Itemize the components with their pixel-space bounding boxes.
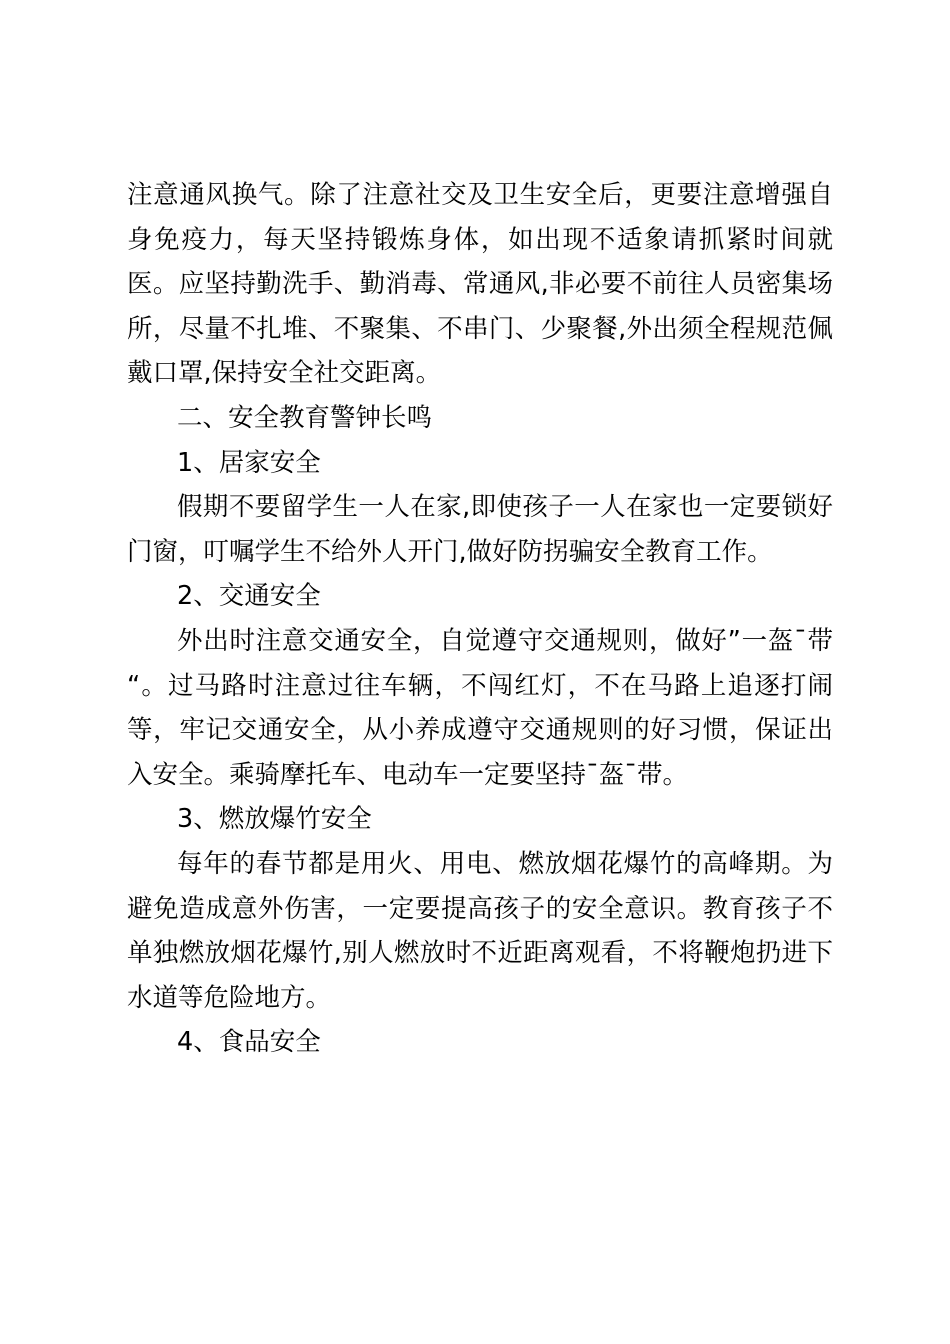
subheading-home-safety <box>127 441 833 486</box>
heading-line: 2、交通安全 <box>177 581 321 612</box>
text-line: 外出时注意交通安全，自觉遵守交通规则，做好”一盔¯带 <box>177 625 833 656</box>
text-line: 注意通风换气。除了注意社交及卫生安全后，更要注意增强自 <box>127 180 833 210</box>
subheading-firecracker-safety <box>127 797 833 842</box>
heading-line: 4、食品安全 <box>177 1027 321 1058</box>
section-heading-safety-education <box>127 396 833 441</box>
subheading-food-safety <box>127 1020 833 1065</box>
text-line: 医。应坚持勤洗手、勤消毒、常通风,非必要不前往人员密集场 <box>127 269 833 300</box>
text-line: 入安全。乘骑摩托车、电动车一定要坚持¯盔¯带。 <box>127 759 689 790</box>
subheading-traffic-safety <box>127 574 833 619</box>
text-line: 等，牢记交通安全，从小养成遵守交通规则的好习惯，保证出 <box>127 715 833 746</box>
text-line: 水道等危险地方。 <box>127 982 332 1013</box>
text-line: 避免造成意外伤害，一定要提高孩子的安全意识。教育孩子不 <box>127 893 833 924</box>
text-line: “。过马路时注意过往车辆，不闯红灯，不在马路上追逐打闹 <box>127 670 833 701</box>
text-line: 假期不要留学生一人在家,即使孩子一人在家也一定要锁好 <box>177 492 833 523</box>
text-line: 所，尽量不扎堆、不聚集、不串门、少聚餐,外出须全程规范佩 <box>127 313 833 344</box>
text-line: 戴口罩,保持安全社交距离。 <box>127 358 442 389</box>
text-line: 单独燃放烟花爆竹,别人燃放时不近距离观看，不将鞭炮扔进下 <box>127 938 833 969</box>
paragraph-home-safety <box>127 485 833 574</box>
heading-line: 二、安全教育警钟长鸣 <box>177 402 433 433</box>
paragraph-firecracker-safety <box>127 842 833 1020</box>
text-line: 每年的春节都是用火、用电、燃放烟花爆竹的高峰期。为 <box>177 848 833 879</box>
text-line: 身免疫力，每天坚持锻炼身体，如出现不适象请抓紧时间就 <box>127 224 833 255</box>
document-page <box>127 173 833 1065</box>
paragraph-ventilation <box>127 173 833 396</box>
heading-line: 3、燃放爆竹安全 <box>177 804 372 835</box>
text-line: 门窗，叮嘱学生不给外人开门,做好防拐骗安全教育工作。 <box>127 536 773 567</box>
heading-line: 1、居家安全 <box>177 447 321 478</box>
paragraph-traffic-safety <box>127 619 833 797</box>
